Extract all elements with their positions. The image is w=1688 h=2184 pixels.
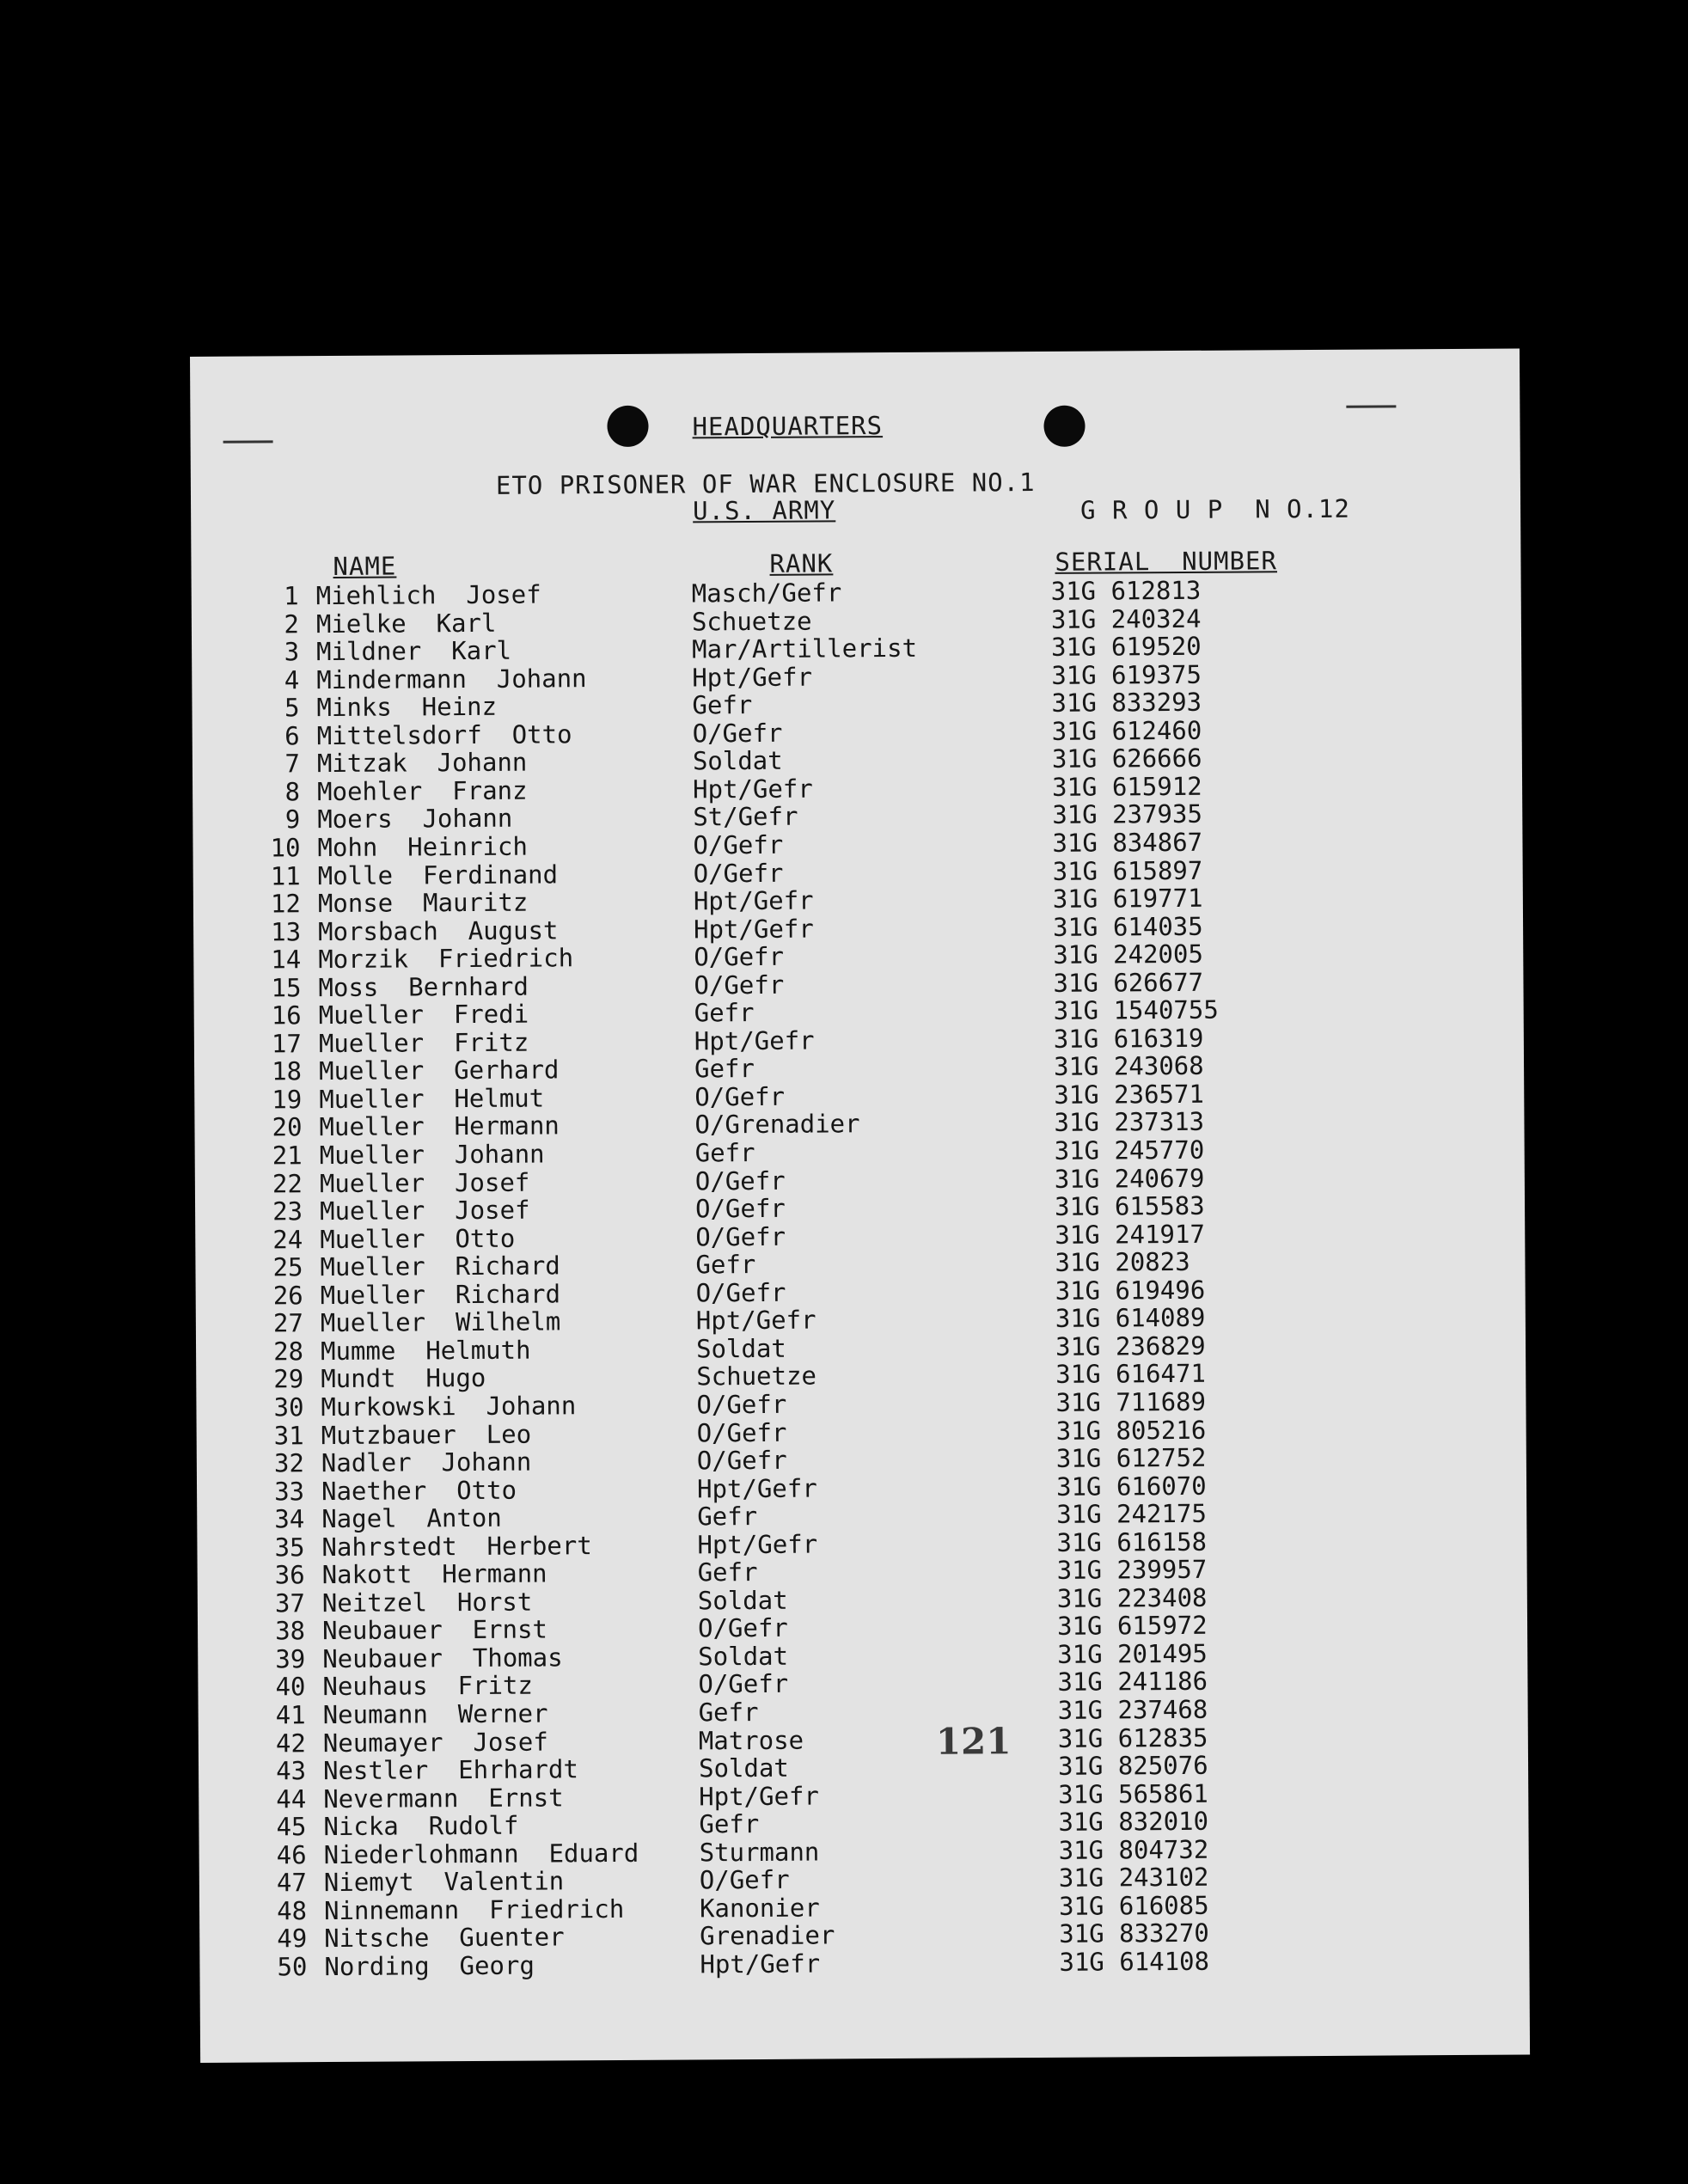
serial-number: 31G 711689 <box>1055 1386 1207 1417</box>
row-number: 29 <box>273 1364 304 1394</box>
serial-number: 31G 236829 <box>1055 1331 1206 1361</box>
prisoner-rank: O/Gefr <box>694 970 785 1000</box>
row-number: 30 <box>273 1392 304 1422</box>
prisoner-name: Murkowski Johann <box>321 1391 577 1422</box>
prisoner-name: Mueller Fritz <box>318 1027 529 1058</box>
serial-number: 31G 825076 <box>1057 1750 1208 1781</box>
row-number: 1 <box>284 581 299 611</box>
serial-number: 31G 1540755 <box>1053 994 1219 1026</box>
prisoner-name: Nevermann Ernst <box>323 1783 564 1814</box>
prisoner-name: Moers Johann <box>317 804 513 835</box>
serial-number: 31G 612460 <box>1051 715 1202 746</box>
row-number: 44 <box>276 1783 307 1814</box>
prisoner-rank: Soldat <box>697 1585 788 1616</box>
serial-number: 31G 242005 <box>1053 939 1203 970</box>
serial-number: 31G 615972 <box>1056 1611 1208 1642</box>
prisoner-rank: Gefr <box>697 1557 758 1588</box>
serial-number: 31G 242175 <box>1056 1498 1207 1530</box>
row-number: 24 <box>272 1224 303 1255</box>
prisoner-name: Mueller Wilhelm <box>320 1306 561 1338</box>
army-title: U.S. ARMY <box>693 495 836 526</box>
prisoner-rank: O/Gefr <box>699 1865 790 1895</box>
row-number: 25 <box>272 1252 303 1282</box>
prisoner-rank: Hpt/Gefr <box>700 1948 821 1979</box>
row-number: 42 <box>275 1728 306 1758</box>
row-number: 17 <box>271 1029 302 1059</box>
prisoner-rank: O/Gefr <box>692 718 783 749</box>
serial-number: 31G 241186 <box>1057 1667 1208 1698</box>
prisoner-rank: Hpt/Gefr <box>699 1781 820 1812</box>
row-number: 50 <box>277 1952 308 1982</box>
row-number: 37 <box>274 1588 305 1618</box>
row-number: 31 <box>273 1420 304 1450</box>
row-number: 13 <box>271 916 302 947</box>
punch-hole-right <box>1043 406 1085 447</box>
row-number: 28 <box>273 1337 304 1367</box>
prisoner-name: Moehler Franz <box>316 775 528 806</box>
row-number: 22 <box>272 1168 303 1198</box>
column-header-name: NAME <box>333 551 397 581</box>
enclosure-title: ETO PRISONER OF WAR ENCLOSURE NO.1 <box>495 467 1036 500</box>
prisoner-name: Miehlich Josef <box>315 579 541 611</box>
row-number: 47 <box>276 1868 307 1898</box>
row-number: 39 <box>275 1644 306 1674</box>
prisoner-name: Mueller Hermann <box>319 1110 560 1142</box>
row-number: 34 <box>274 1504 305 1534</box>
row-number: 33 <box>274 1476 305 1507</box>
prisoner-rank: O/Gefr <box>693 858 784 888</box>
prisoner-rank: Soldat <box>698 1641 789 1672</box>
prisoner-name: Niemyt Valentin <box>323 1866 565 1898</box>
serial-number: 31G 619771 <box>1052 883 1203 914</box>
serial-number: 31G 626677 <box>1053 967 1204 998</box>
prisoner-name: Mueller Fredi <box>318 999 529 1031</box>
serial-number: 31G 241917 <box>1055 1219 1205 1250</box>
row-number: 23 <box>272 1196 303 1227</box>
serial-number: 31G 619375 <box>1051 659 1202 690</box>
row-number: 19 <box>272 1085 303 1115</box>
row-number: 45 <box>276 1812 307 1842</box>
row-number: 46 <box>276 1839 307 1870</box>
prisoner-rank: O/Gefr <box>696 1417 787 1447</box>
prisoner-name: Mildner Karl <box>315 635 512 667</box>
row-number: 26 <box>272 1280 303 1311</box>
serial-number: 31G 612835 <box>1057 1722 1208 1753</box>
row-number: 5 <box>284 693 300 723</box>
prisoner-rank: O/Gefr <box>696 1445 787 1476</box>
prisoner-name: Naether Otto <box>321 1475 517 1506</box>
serial-number: 31G 616085 <box>1058 1890 1209 1921</box>
prisoner-name: Mueller Otto <box>320 1223 516 1254</box>
row-number: 48 <box>277 1896 308 1926</box>
serial-number: 31G 615897 <box>1052 855 1203 886</box>
row-number: 11 <box>270 860 301 890</box>
prisoner-name: Neubauer Thomas <box>322 1643 563 1673</box>
prisoner-rank: Hpt/Gefr <box>692 774 813 804</box>
row-number: 43 <box>276 1756 307 1786</box>
prisoner-name: Mutzbauer Leo <box>321 1419 532 1450</box>
prisoner-rank: O/Gefr <box>694 941 785 972</box>
margin-mark-right <box>1346 405 1396 407</box>
prisoner-rank: O/Gefr <box>698 1669 789 1699</box>
serial-number: 31G 833270 <box>1059 1918 1209 1949</box>
prisoner-rank: Gefr <box>694 1054 755 1084</box>
serial-number: 31G 616471 <box>1055 1359 1206 1390</box>
prisoner-name: Nakott Hermann <box>321 1558 547 1590</box>
row-number: 10 <box>270 833 301 863</box>
prisoner-name: Neuhaus Fritz <box>322 1671 533 1702</box>
prisoner-rank: Gefr <box>699 1809 760 1839</box>
prisoner-rank: Hpt/Gefr <box>692 662 813 693</box>
serial-number: 31G 223408 <box>1056 1582 1208 1613</box>
row-number: 49 <box>277 1924 308 1954</box>
prisoner-name: Nording Georg <box>324 1950 535 1982</box>
prisoner-name: Minks Heinz <box>316 692 498 723</box>
row-number: 7 <box>284 749 300 779</box>
prisoner-rank: O/Gefr <box>695 1221 786 1252</box>
prisoner-name: Mueller Johann <box>319 1139 545 1171</box>
column-header-serial: SERIAL NUMBER <box>1055 546 1278 577</box>
prisoner-rank: Gefr <box>698 1697 759 1728</box>
serial-number: 31G 612752 <box>1055 1442 1207 1473</box>
prisoner-rank: Gefr <box>697 1502 758 1532</box>
prisoner-name: Moss Bernhard <box>318 971 529 1002</box>
serial-number: 31G 201495 <box>1057 1638 1208 1669</box>
list-item <box>199 1946 1317 1980</box>
row-number: 21 <box>272 1141 303 1171</box>
row-number: 41 <box>275 1700 306 1730</box>
serial-number: 31G 243068 <box>1053 1051 1204 1082</box>
prisoner-name: Morzik Friedrich <box>318 943 574 975</box>
prisoner-rank: Mar/Artillerist <box>691 633 918 664</box>
row-number: 38 <box>275 1616 306 1646</box>
serial-number: 31G 236571 <box>1054 1079 1204 1110</box>
row-number: 16 <box>271 1000 302 1031</box>
serial-number: 31G 565861 <box>1058 1778 1208 1809</box>
row-number: 18 <box>272 1056 303 1086</box>
row-number: 40 <box>275 1672 306 1702</box>
prisoner-name: Niederlohmann Eduard <box>323 1838 639 1869</box>
row-number: 35 <box>274 1532 305 1563</box>
prisoner-name: Nitsche Guenter <box>324 1922 565 1954</box>
serial-number: 31G 237935 <box>1052 799 1202 830</box>
row-number: 15 <box>271 972 302 1003</box>
document-page <box>190 349 1530 2063</box>
prisoner-rank: Soldat <box>692 746 783 776</box>
serial-number: 31G 834867 <box>1052 827 1203 858</box>
prisoner-rank: O/Gefr <box>694 1165 786 1196</box>
prisoner-name: Mumme Helmuth <box>320 1335 531 1366</box>
prisoner-rank: Gefr <box>695 1250 756 1280</box>
prisoner-rank: Soldat <box>698 1753 789 1783</box>
serial-number: 31G 833293 <box>1051 688 1202 719</box>
row-number: 14 <box>271 945 302 975</box>
prisoner-rank: Soldat <box>695 1333 786 1364</box>
serial-number: 31G 20823 <box>1055 1247 1190 1278</box>
prisoner-name: Neumann Werner <box>322 1698 548 1730</box>
serial-number: 31G 237468 <box>1057 1694 1208 1725</box>
prisoner-name: Ninnemann Friedrich <box>323 1893 625 1925</box>
row-number: 8 <box>284 777 301 807</box>
prisoner-name: Nagel Anton <box>321 1502 502 1534</box>
prisoner-rank: Hpt/Gefr <box>695 1305 816 1336</box>
prisoner-rank: Hpt/Gefr <box>693 914 814 945</box>
prisoner-rank: Matrose <box>698 1725 804 1755</box>
prisoner-name: Nahrstedt Herbert <box>321 1530 592 1562</box>
prisoner-rank: Grenadier <box>700 1920 835 1951</box>
serial-number: 31G 616319 <box>1053 1023 1204 1054</box>
serial-number: 31G 237313 <box>1054 1107 1205 1138</box>
prisoner-name: Nestler Ehrhardt <box>322 1754 578 1786</box>
prisoner-name: Molle Ferdinand <box>317 859 559 890</box>
prisoner-rank: O/Gefr <box>696 1389 787 1420</box>
prisoner-name: Mueller Josef <box>319 1195 530 1227</box>
row-number: 20 <box>272 1112 303 1142</box>
prisoner-rank: O/Grenadier <box>694 1109 860 1140</box>
headquarters-title: HEADQUARTERS <box>692 411 884 442</box>
prisoner-rank: Gefr <box>692 690 753 720</box>
prisoner-name: Mueller Helmut <box>319 1083 545 1114</box>
serial-number: 31G 240324 <box>1050 603 1202 634</box>
serial-number: 31G 614108 <box>1059 1946 1210 1977</box>
prisoner-rank: O/Gefr <box>695 1277 786 1308</box>
prisoner-name: Neumayer Josef <box>322 1727 548 1758</box>
prisoner-name: Mohn Heinrich <box>317 831 529 863</box>
prisoner-rank: Hpt/Gefr <box>694 1025 815 1056</box>
prisoner-name: Mundt Hugo <box>321 1363 486 1394</box>
serial-number: 31G 619520 <box>1050 631 1202 662</box>
row-number: 2 <box>284 609 300 639</box>
serial-number: 31G 615912 <box>1051 771 1202 802</box>
punch-hole-left <box>607 406 648 447</box>
serial-number: 31G 245770 <box>1054 1135 1205 1165</box>
prisoner-name: Mielke Karl <box>315 608 497 639</box>
prisoner-name: Mueller Josef <box>319 1167 530 1198</box>
serial-number: 31G 616070 <box>1055 1471 1207 1502</box>
prisoner-rank: O/Gefr <box>697 1613 788 1643</box>
prisoner-rank: Kanonier <box>699 1893 820 1924</box>
row-number: 4 <box>284 664 300 694</box>
serial-number: 31G 614035 <box>1052 911 1203 942</box>
prisoner-name: Mueller Gerhard <box>318 1055 560 1086</box>
prisoner-name: Mindermann Johann <box>316 663 587 694</box>
row-number: 36 <box>274 1560 305 1590</box>
prisoner-name: Mueller Richard <box>320 1251 560 1282</box>
prisoner-name: Mittelsdorf Otto <box>316 719 572 750</box>
prisoner-name: Morsbach August <box>317 915 559 946</box>
prisoner-name: Mitzak Johann <box>316 747 528 779</box>
prisoner-name: Nicka Rudolf <box>323 1810 519 1842</box>
serial-number: 31G 240679 <box>1054 1163 1205 1194</box>
prisoner-rank: Hpt/Gefr <box>693 885 814 916</box>
serial-number: 31G 832010 <box>1058 1806 1209 1838</box>
prisoner-rank: Sturmann <box>699 1837 820 1868</box>
prisoner-rank: St/Gefr <box>693 802 798 832</box>
prisoner-rank: O/Gefr <box>694 1193 786 1224</box>
prisoner-rank: Schuetze <box>691 606 812 636</box>
prisoner-name: Nadler Johann <box>321 1447 532 1478</box>
row-number: 27 <box>272 1308 303 1338</box>
group-number: G R O U P N O.12 <box>1080 493 1351 525</box>
serial-number: 31G 239957 <box>1056 1555 1208 1586</box>
serial-number: 31G 805216 <box>1055 1415 1207 1446</box>
serial-number: 31G 619496 <box>1055 1275 1206 1306</box>
prisoner-rank: Hpt/Gefr <box>697 1529 818 1560</box>
prisoner-name: Neubauer Ernst <box>321 1614 548 1646</box>
serial-number: 31G 612813 <box>1050 575 1202 606</box>
prisoner-rank: Gefr <box>694 998 755 1028</box>
prisoner-rank: O/Gefr <box>694 1081 786 1112</box>
prisoner-rank: Gefr <box>694 1138 755 1168</box>
serial-number: 31G 243102 <box>1058 1863 1209 1893</box>
row-number: 3 <box>284 637 300 667</box>
serial-number: 31G 615583 <box>1054 1190 1205 1221</box>
row-number: 9 <box>284 804 301 835</box>
margin-mark-left <box>223 440 273 443</box>
column-header-rank: RANK <box>769 548 834 578</box>
row-number: 12 <box>270 889 301 919</box>
prisoner-name: Neitzel Horst <box>321 1587 533 1618</box>
prisoner-rank: Masch/Gefr <box>691 578 842 609</box>
prisoner-rank: Schuetze <box>696 1361 817 1392</box>
prisoner-name: Mueller Richard <box>320 1279 561 1310</box>
prisoner-name: Monse Mauritz <box>317 887 529 919</box>
prisoner-rank: O/Gefr <box>693 829 784 860</box>
serial-number: 31G 804732 <box>1058 1834 1209 1865</box>
row-number: 32 <box>273 1448 304 1478</box>
prisoner-rank: Hpt/Gefr <box>696 1473 817 1504</box>
serial-number: 31G 616158 <box>1056 1526 1208 1557</box>
page-number: 121 <box>935 1720 1012 1763</box>
serial-number: 31G 626666 <box>1051 743 1202 774</box>
row-number: 6 <box>284 720 300 751</box>
serial-number: 31G 614089 <box>1055 1303 1206 1334</box>
